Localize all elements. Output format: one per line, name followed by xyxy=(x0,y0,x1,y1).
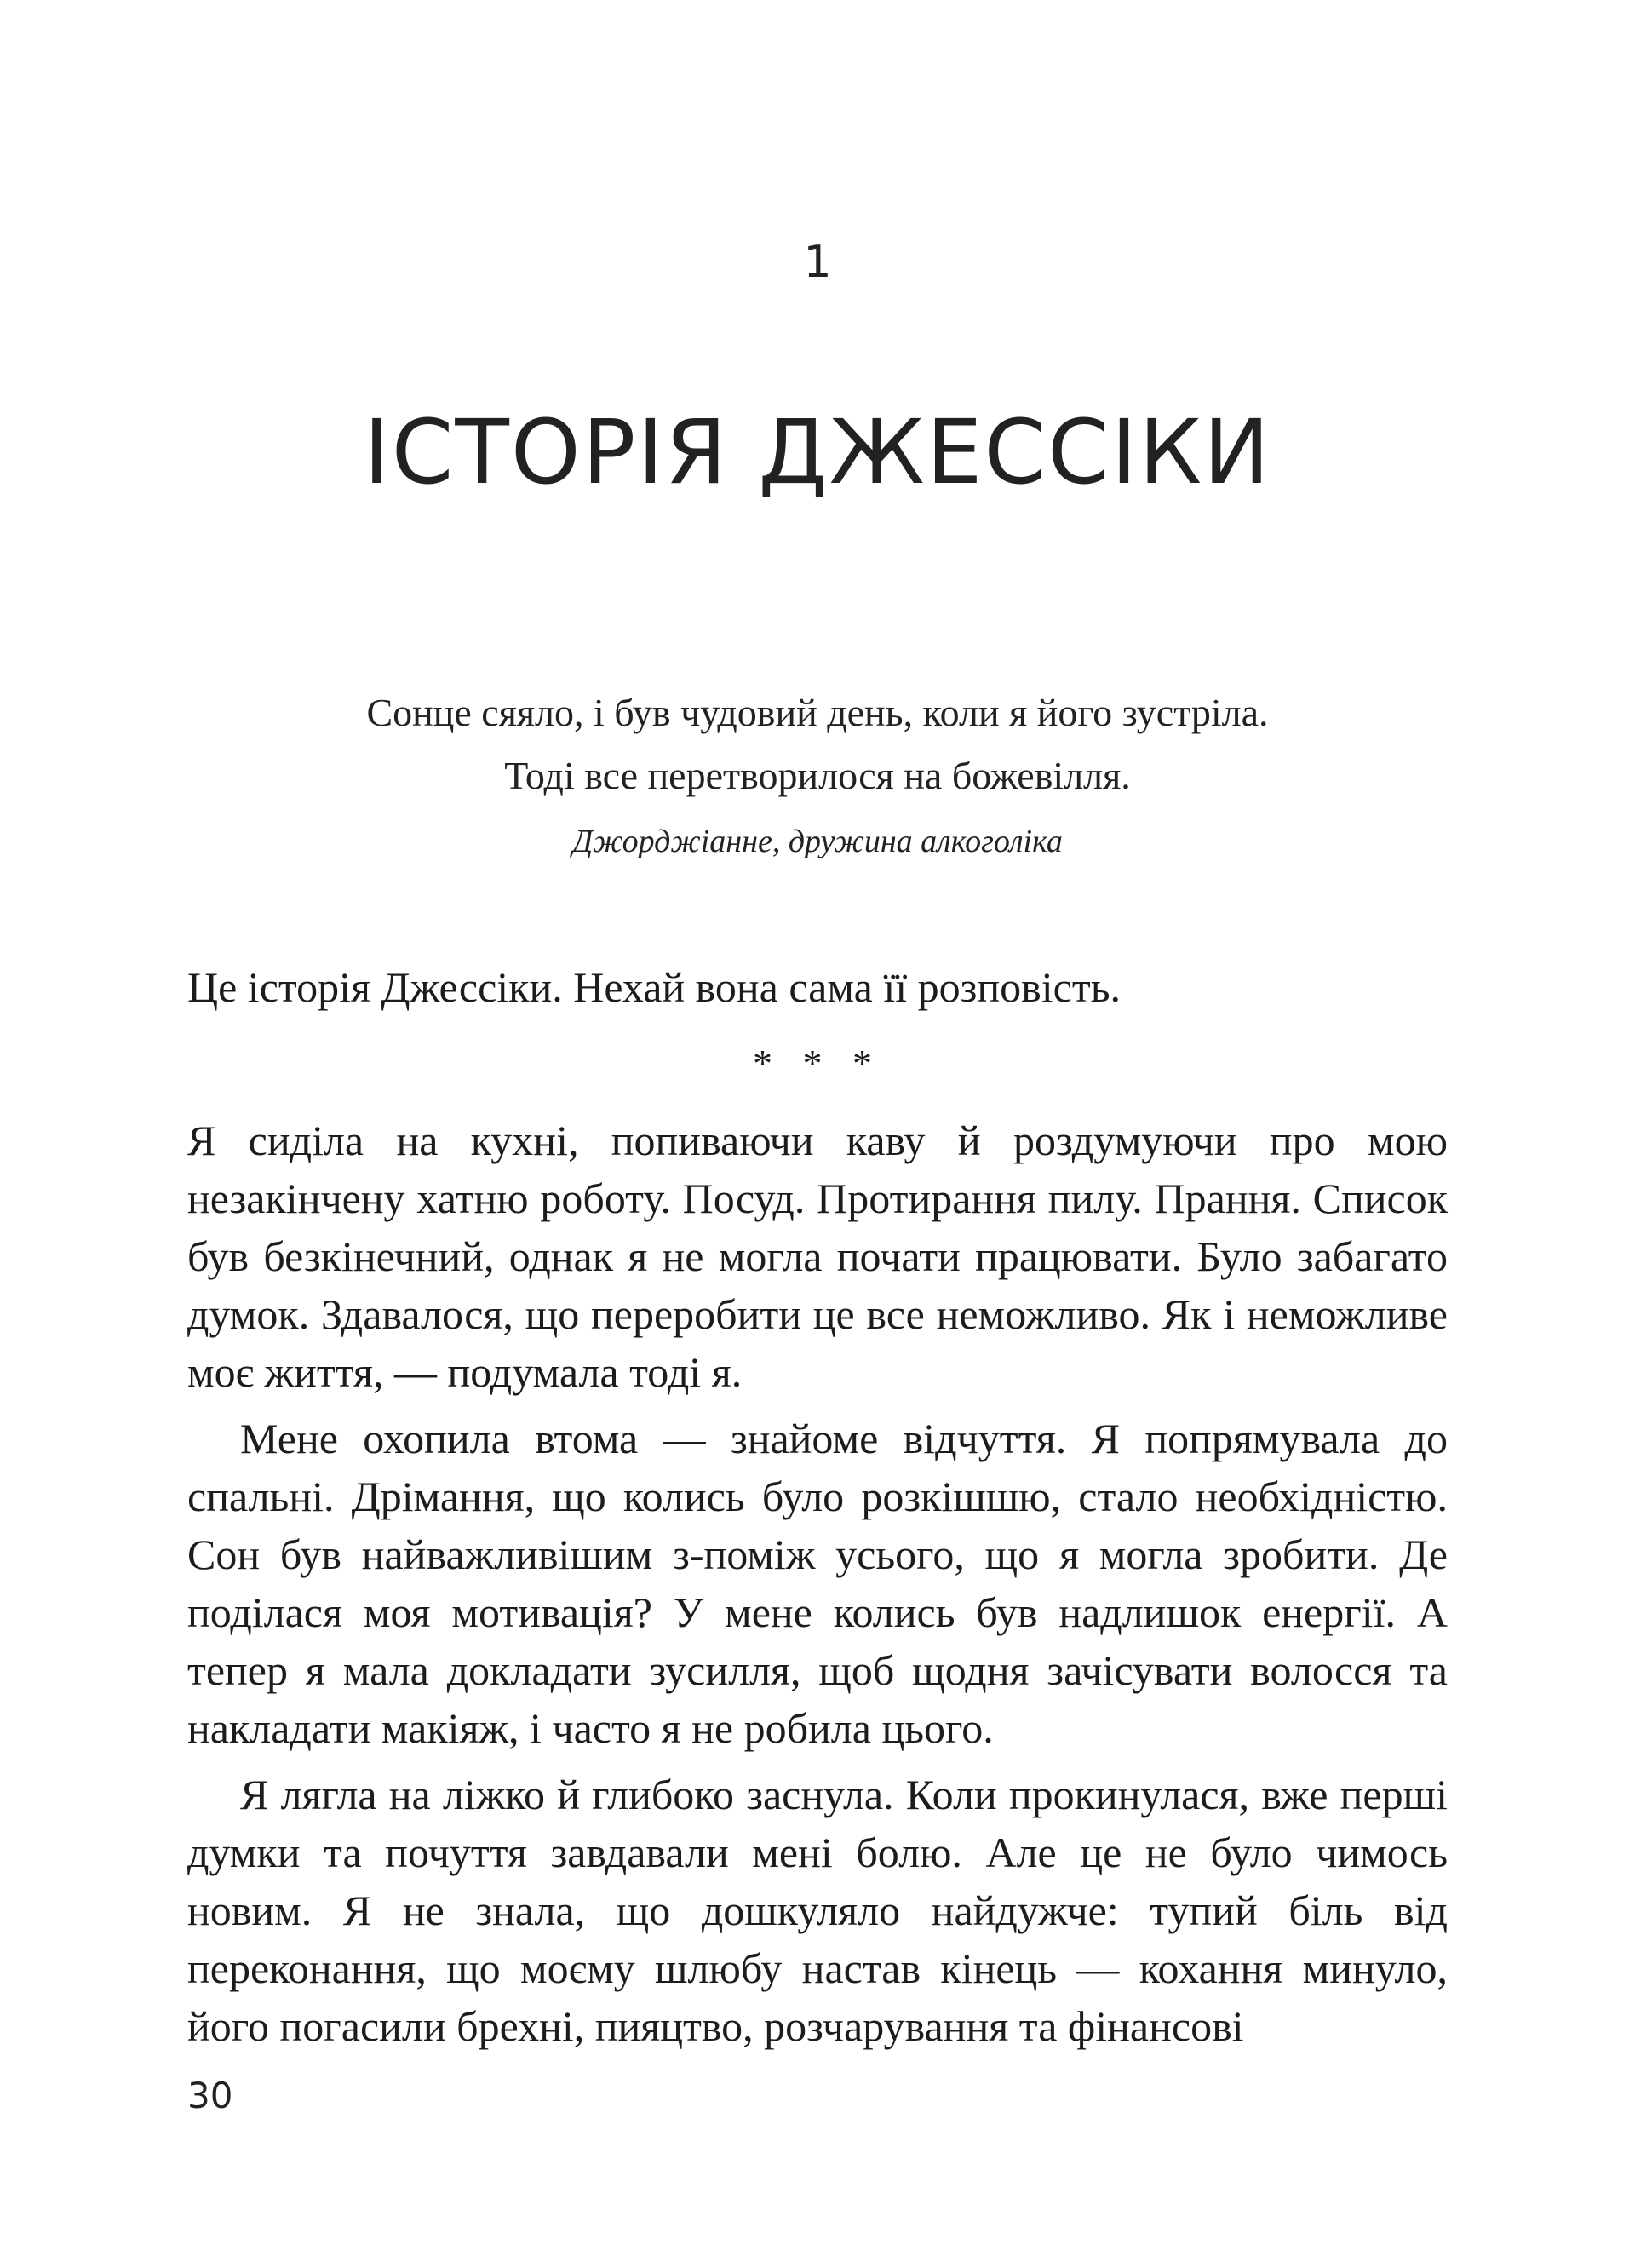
page-number: 30 xyxy=(187,2075,233,2116)
epigraph-author: Джорджіанне, дружина алкоголіка xyxy=(572,824,1063,859)
chapter-number: 1 xyxy=(803,237,832,288)
paragraph: Я сиділа на кухні, попиваючи каву й роздумуючи про мою незакінчену хатню роботу. Посуд. Протирання пилу. Прання. Список був безкінечний, однак я не могла почати працювати. Було забагато думок. Здавалося, що переробити це все неможливо. Як і неможливе моє життя, — подумала тоді я. xyxy=(187,1117,1448,1396)
epigraph-line: Тоді все перетворилося на божевілля. xyxy=(504,754,1131,797)
epigraph-line: Сонце сяяло, і був чудовий день, коли я його зустріла. xyxy=(366,691,1269,734)
epigraph xyxy=(187,681,1448,860)
paragraph: Я лягла на ліжко й глибоко заснула. Коли прокинулася, вже перші думки та почуття завдавали мені болю. Але це не було чимось новим. Я не знала, що дошкуляло найдужче: тупий біль від переконання, що моєму шлюбу настав кінець — кохання минуло, його погасили брехні, пияцтво, розчарування та фінансові xyxy=(187,1771,1448,2050)
section-separator: * * * xyxy=(753,1042,882,1085)
chapter-body xyxy=(187,958,1448,2055)
paragraph: Мене охопила втома — знайоме відчуття. Я попрямувала до спальні. Дрімання, що колись було розкішшю, стало необхідністю. Сон був найважливішим з-поміж усього, що я могла зробити. Де поділася моя мотивація? У мене колись був надлишок енергії. А тепер я мала докладати зусилля, щоб щодня зачісувати волосся та накладати макіяж, і часто я не робила цього. xyxy=(187,1415,1448,1752)
intro-line: Це історія Джессіки. Нехай вона сама її розповість. xyxy=(187,963,1121,1011)
chapter-title: ІСТОРІЯ ДЖЕССІКИ xyxy=(364,400,1271,504)
